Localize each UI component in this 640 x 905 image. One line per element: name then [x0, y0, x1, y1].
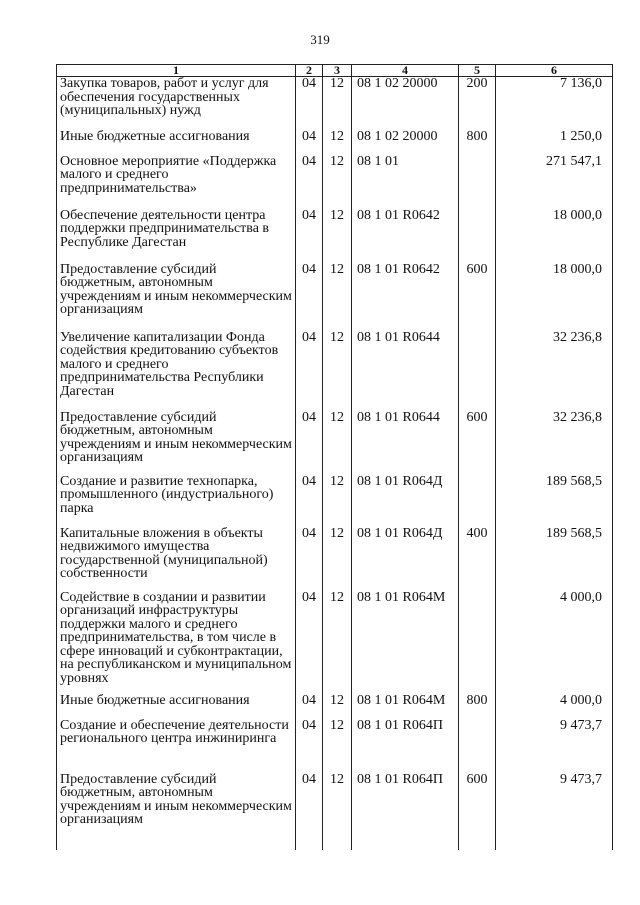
page-number: 319: [310, 32, 330, 47]
section-code: 04: [296, 155, 323, 209]
table-row: [57, 694, 613, 719]
expense-type-code: 800: [459, 694, 496, 719]
expense-type-code: 600: [459, 773, 496, 833]
empty-cell: [296, 833, 323, 851]
item-name: Содействие в создании и развитии организаций инфраструктуры поддержки малого и среднего предпринимательства, в том числе в сфере инноваций и субконтрактации, на республиканском и муниципальном уровнях: [57, 591, 296, 694]
item-name: Обеспечение деятельности центра поддержки предпринимательства в Республике Дагестан: [57, 209, 296, 263]
subsection-code: 12: [323, 209, 352, 263]
item-name: Создание и развитие технопарка, промышленного (индустриального) парка: [57, 475, 296, 527]
amount: 9 473,7: [496, 719, 613, 773]
table-row: [57, 155, 613, 209]
target-article-code: 08 1 01 R0644: [352, 331, 459, 411]
section-code: 04: [296, 130, 323, 155]
subsection-code: 12: [323, 527, 352, 591]
target-article-code: 08 1 02 20000: [352, 130, 459, 155]
table-row: [57, 263, 613, 331]
target-article-code: 08 1 01: [352, 155, 459, 209]
empty-cell: [352, 833, 459, 851]
item-name: Капитальные вложения в объекты недвижимого имущества государственной (муниципальной) собственности: [57, 527, 296, 591]
subsection-code: 12: [323, 475, 352, 527]
budget-table: [56, 64, 613, 850]
target-article-code: 08 1 01 R0642: [352, 209, 459, 263]
column-header: 4: [352, 65, 459, 77]
section-code: 04: [296, 331, 323, 411]
item-name: Создание и обеспечение деятельности регионального центра инжиниринга: [57, 719, 296, 773]
amount: 18 000,0: [496, 209, 613, 263]
amount: 189 568,5: [496, 527, 613, 591]
section-code: 04: [296, 719, 323, 773]
amount: 4 000,0: [496, 694, 613, 719]
item-name: Основное мероприятие «Поддержка малого и среднего предпринимательства»: [57, 155, 296, 209]
section-code: 04: [296, 263, 323, 331]
table-row: [57, 77, 613, 130]
expense-type-code: [459, 591, 496, 694]
expense-type-code: 600: [459, 411, 496, 475]
table-row: [57, 475, 613, 527]
expense-type-code: [459, 155, 496, 209]
target-article-code: 08 1 01 R0644: [352, 411, 459, 475]
subsection-code: 12: [323, 773, 352, 833]
empty-cell: [323, 833, 352, 851]
section-code: 04: [296, 527, 323, 591]
target-article-code: 08 1 01 R064Д: [352, 475, 459, 527]
expense-type-code: [459, 331, 496, 411]
table-filler-row: [57, 833, 613, 851]
empty-cell: [57, 833, 296, 851]
section-code: 04: [296, 773, 323, 833]
subsection-code: 12: [323, 77, 352, 130]
item-name: Предоставление субсидий бюджетным, автономным учреждениям и иным некоммерческим организациям: [57, 263, 296, 331]
expense-type-code: [459, 475, 496, 527]
subsection-code: 12: [323, 719, 352, 773]
amount: 7 136,0: [496, 77, 613, 130]
target-article-code: 08 1 01 R064М: [352, 694, 459, 719]
amount: 18 000,0: [496, 263, 613, 331]
column-header: 3: [323, 65, 352, 77]
column-header: 2: [296, 65, 323, 77]
target-article-code: 08 1 01 R064П: [352, 719, 459, 773]
amount: 4 000,0: [496, 591, 613, 694]
item-name: Закупка товаров, работ и услуг для обеспечения государственных (муниципальных) нужд: [57, 77, 296, 130]
expense-type-code: 200: [459, 77, 496, 130]
expense-type-code: 800: [459, 130, 496, 155]
empty-cell: [496, 833, 613, 851]
section-code: 04: [296, 411, 323, 475]
column-number-header: [57, 65, 613, 77]
column-header: 1: [57, 65, 296, 77]
subsection-code: 12: [323, 411, 352, 475]
table-row: [57, 719, 613, 773]
section-code: 04: [296, 209, 323, 263]
item-name: Предоставление субсидий бюджетным, автономным учреждениям и иным некоммерческим организациям: [57, 773, 296, 833]
item-name: Предоставление субсидий бюджетным, автономным учреждениям и иным некоммерческим организациям: [57, 411, 296, 475]
target-article-code: 08 1 01 R064М: [352, 591, 459, 694]
target-article-code: 08 1 01 R064П: [352, 773, 459, 833]
item-name: Увеличение капитализации Фонда содействия кредитованию субъектов малого и среднего предпринимательства Республики Дагестан: [57, 331, 296, 411]
table-row: [57, 773, 613, 833]
subsection-code: 12: [323, 130, 352, 155]
subsection-code: 12: [323, 694, 352, 719]
amount: 271 547,1: [496, 155, 613, 209]
amount: 32 236,8: [496, 331, 613, 411]
subsection-code: 12: [323, 331, 352, 411]
subsection-code: 12: [323, 155, 352, 209]
target-article-code: 08 1 02 20000: [352, 77, 459, 130]
expense-type-code: [459, 719, 496, 773]
table-row: [57, 411, 613, 475]
table-row: [57, 591, 613, 694]
amount: 189 568,5: [496, 475, 613, 527]
amount: 1 250,0: [496, 130, 613, 155]
item-name: Иные бюджетные ассигнования: [57, 130, 296, 155]
target-article-code: 08 1 01 R0642: [352, 263, 459, 331]
table-row: [57, 130, 613, 155]
target-article-code: 08 1 01 R064Д: [352, 527, 459, 591]
column-header: 5: [459, 65, 496, 77]
column-header: 6: [496, 65, 613, 77]
expense-type-code: [459, 209, 496, 263]
section-code: 04: [296, 475, 323, 527]
table-row: [57, 527, 613, 591]
table-row: [57, 209, 613, 263]
item-name: Иные бюджетные ассигнования: [57, 694, 296, 719]
expense-type-code: 400: [459, 527, 496, 591]
expense-type-code: 600: [459, 263, 496, 331]
amount: 32 236,8: [496, 411, 613, 475]
section-code: 04: [296, 694, 323, 719]
section-code: 04: [296, 77, 323, 130]
subsection-code: 12: [323, 263, 352, 331]
empty-cell: [459, 833, 496, 851]
subsection-code: 12: [323, 591, 352, 694]
section-code: 04: [296, 591, 323, 694]
amount: 9 473,7: [496, 773, 613, 833]
table-row: [57, 331, 613, 411]
